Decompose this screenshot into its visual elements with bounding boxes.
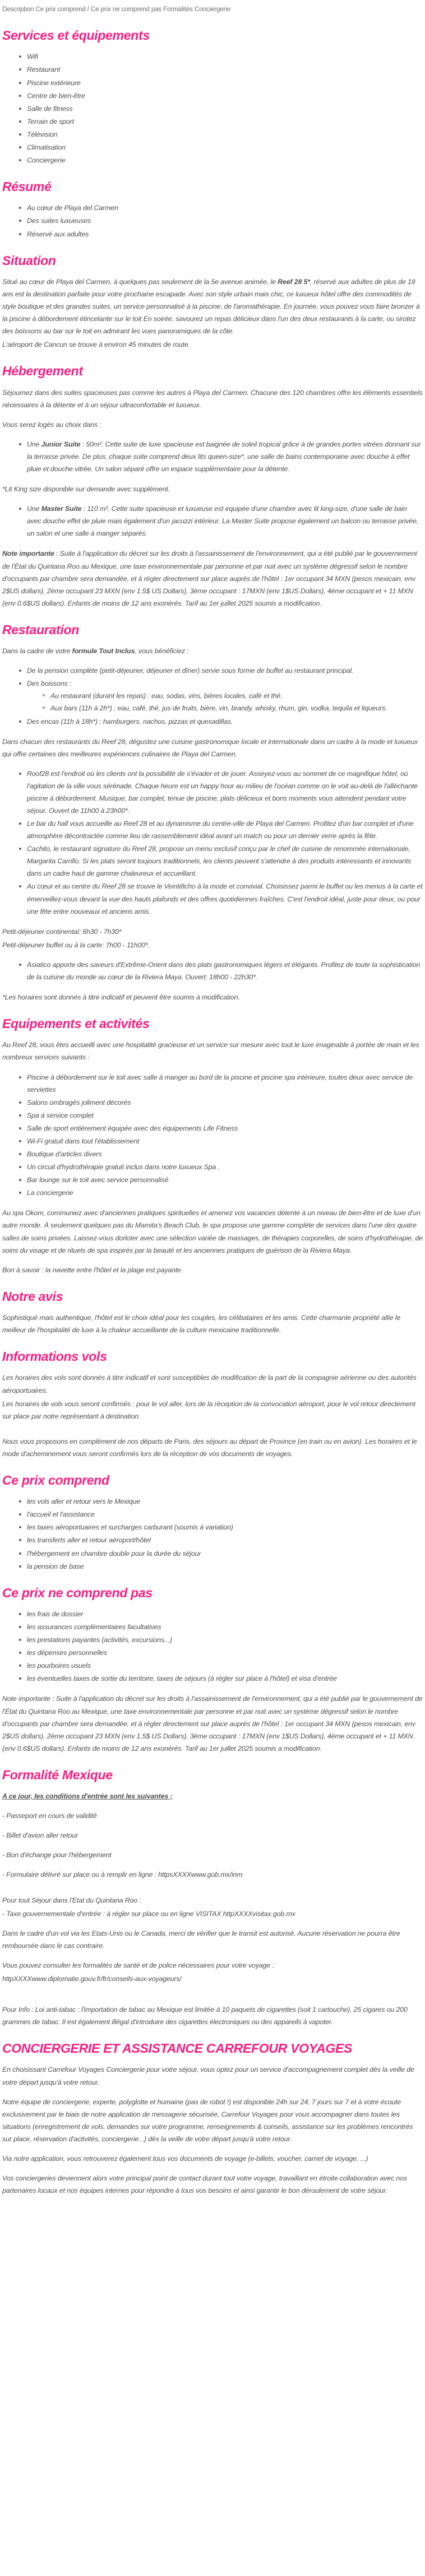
formalite-diplomatie-link[interactable]: httpXXXXwww.diplomatie.gouv.fr/fr/conseils-aux-voyageurs/	[2, 1974, 182, 1983]
list-item: Réservé aux adultes	[19, 228, 423, 240]
formalite-sante-police: Vous pouvez consulter les formalités de santé et de police nécessaires pour votre voyage :	[2, 1961, 274, 1969]
breadcrumb-tabs: Description Ce prix comprend / Ce prix ne comprend pas Formalités Conciergerie	[2, 6, 231, 13]
spacer	[2, 1430, 423, 1435]
situation-text-pre: Situé au cœur de Playa del Carmen, à quelques pas seulement de la 5e avenue animée, le	[2, 277, 278, 286]
restauration-intro	[2, 645, 423, 657]
note-body: : Suite à l'application du décret sur les droits à l'assainissement de l'environnement, qui a été publié par le gouvernement de l'État du Quintana Roo au Mexique, une taxe environnementale par personne et par nuit avec un système dégressif selon le nombre d'occupants par chambre sera demandée, et à régler directement sur place auprès de l'hôtel : 1er occupant 34 MXN (pesos mexicain, env 2$US dollars), 2ème occupant 23 MXN (env 1.5$ US Dollars), 3ème occupant : 17MXN (env 1$US Dollars), 4ème occupant et + 11 MXN (env 0.6$US dollars). Enfants de moins de 12 ans exonérés. Tarif au 1er juillet 2025 soumis a modification.	[2, 550, 417, 607]
list-item: Boutique d'articles divers	[19, 1148, 423, 1160]
formule-name: formule Tout Inclus	[72, 647, 135, 655]
formalite-tabac: Pour Info : Loi anti-tabac : l'importation de tabac au Mexique est limitée à 10 paquets de cigarettes (soit 1 cartouche), 25 cigares ou 200 grammes de tabac. Il est également illégal d'introduire des cigarettes électroniques ou des appareils à vapoter.	[2, 2006, 408, 2026]
list-item: Restaurant	[19, 63, 423, 76]
prix-ne-comprend-pas-list	[2, 1608, 423, 1685]
list-item: Des suites luxueuses	[19, 215, 423, 227]
restaurant-venues-list	[2, 768, 423, 918]
notre-avis-paragraph: Sophistiqué mais authentique, l'hôtel est le choix idéal pour les couples, les célibataires et les amis. Cette charmante propriété allie le meilleur de l'hospitalité de luxe à la chaleur accueillante de la culture mexicaine traditionnelle.	[2, 1314, 401, 1335]
list-item-master-suite	[19, 503, 423, 540]
master-suite-list	[2, 503, 423, 540]
list-item: les assurances complémentaires facultatives	[19, 1621, 423, 1633]
prix-comprend-list	[2, 1495, 423, 1572]
section-title-prix-comprend: Ce prix comprend	[2, 1472, 109, 1487]
master-suite-name: Master Suite	[41, 505, 82, 513]
situation-text-post: , réservé aux adultes de plus de 18 ans est la destination parfaite pour votre prochaine escapade. Avec son style urbain mais chic, ce luxueux hôtel offre des commodités de style boutique et des grandes suites, un service personnalisé à la piscine, de l'aromathérapie. En journée, vous pouvez vous faire bronzer à la piscine à débordement étincelante sur le toit En soirée, savourez un repas délicieux dans l'un des deux restaurants à la carte, ou sirotez des boissons au bar sur le toit en admirant les vues panoramiques de la côte.	[2, 277, 420, 336]
list-item: Centre de bien-être	[19, 90, 423, 102]
section-title-conciergerie: CONCIERGERIE ET ASSISTANCE CARREFOUR VOYAGES	[2, 2041, 353, 2056]
list-item: La conciergerie	[19, 1187, 423, 1199]
restauration-inclusions-list	[2, 664, 423, 727]
list-item-venue: Au cœur et au centre du Reef 28 se trouve le Veinti8cho à la mode et convivial. Choisissez parmi le buffet ou les menus à la carte et émerveillez-vous devant la vue des hauts plafonds et des offres quotidiennes fraîches. C'est l'endroit idéal, juste pour deux, ou pour une fête entre nouveaux et anciens amis.	[19, 880, 423, 917]
conciergerie-paragraph-2: Notre équipe de conciergerie, experte, polyglotte et humaine (pas de robot !) est disponible 24h sur 24, 7 jours sur 7 et à votre écoute exclusivement par le biais de notre application de messagerie sécurisée, Carrefour Voyages pour vous accompagner dans toutes les situations (enregistrement de vols, demandes sur votre programme, renseignements & conseils, assistance sur les problèmes rencontrés sur place, réservation d'activités, conciergerie...) dès la veille de votre départ jusqu'à votre retour.	[2, 2098, 413, 2143]
situation-paragraph	[2, 276, 423, 337]
situation-hotel-name: Reef 28 5*	[278, 277, 310, 286]
list-item: les frais de dossier	[19, 1608, 423, 1620]
conciergerie-paragraph-4: Vos conciergeries deviennent alors votre principal point de contact durant tout votre voyage, travaillant en étroite collaboration avec nos partenaires locaux et nos équipes internes pour répondre à tous vos besoins et ainsi garantir le bon déroulement de votre séjour.	[2, 2174, 407, 2195]
list-item-venue: Cachito, le restaurant signature du Reef 28, propose un menu exclusif conçu par le chef de cuisine de renommée internationale, Margarita Carrillo. Si les plats seront toujours traditionnels, les clients peuvent s'attendre à des produits intéressants et innovants dans un cadre haut de gamme chaleureux et accueillant.	[19, 843, 423, 880]
breakfast-buffet: Petit-déjeuner buffet ou à la carte: 7h00 - 11h00*.	[2, 941, 150, 949]
list-item: Des encas (11h à 18h*) : hamburgers, nachos, pizzas et quesadillas.	[19, 715, 423, 728]
list-item-venue: Le bar du hall vous accueille au Reef 28 et au dynamisme du centre-ville de Playa del Carmen. Profitez d'un bar complet et d'une atmosphère décontractée comme lieu de rassemblement idéal avant un match ou pour un dernier verre après la fête.	[19, 817, 423, 842]
list-item-junior-suite	[19, 438, 423, 475]
spa-paragraph: Au spa Okom, communiez avec d'anciennes pratiques spirituelles et amenez vos vacances détente à un niveau de bien-être et de luxe d'un autre monde. À seulement quelques pas du Mamita's Beach Club, le spa propose une gamme complète de services dans l'une des quatre salles de soins privées. Laissez-vous dorloter avec une sélection variée de massages, de thérapies corporelles, de soins d'hydrothérapie, de soins du visage et de rituels de spa inspirés par la beauté et les anciennes pratiques de guérison de la Riviera Maya.	[2, 1209, 423, 1254]
list-item-venue-asiatico: Asiatico apporte des saveurs d'Extrême-Orient dans des plats gastronomiques légers et élégants. Profitez de toute la sophistication de la cuisine du monde au cœur de la Riviera Maya. Ouvert: 18h00 - 22h30*.	[19, 959, 423, 983]
boissons-label: Des boissons :	[27, 680, 72, 688]
hebergement-choice-label: Vous serez logés au choix dans :	[2, 420, 101, 429]
formalite-visitax: - Taxe gouvernementale d'entrée : à régler sur place ou en ligne VISITAX httpXXXXvisitax.gob.mx	[2, 1909, 295, 1918]
master-post: : 110 m². Cette suite spacieuse et luxueuse est equipée d'une chambre avec lit king-size, d'une salle de bain avec douche effet de pluie mais également d'un jacuzzi intérieur. La Master Suite propose également un balcon ou terrasse privée, un salon et une salle à manger séparés.	[27, 505, 419, 538]
formalite-bon-echange: - Bon d'échange pour l'hébergement	[2, 1851, 112, 1859]
spacer	[2, 1992, 423, 2003]
formalite-conditions-heading	[2, 1790, 423, 1802]
hebergement-intro: Séjournez dans des suites spacieuses pas comme les autres à Playa del Carmen. Chacune des 120 chambres offre les éléments essentiels nécessaires à la détente et à un séjour ultraconfortable et luxueux.	[2, 388, 423, 409]
prix-ne-comprend-pas-note: Note importante : Suite à l'application du décret sur les droits à l'assainissement de l'environnement, qui a été publié par le gouvernement de l'État du Quintana Roo au Mexique, une taxe environnementale par personne et par nuit avec un système dégressif selon le nombre d'occupants par chambre sera demandée, et à régler directement sur place auprès de l'hôtel : 1er occupant 34 MXN (pesos mexicain, env 2$US dollars), 2ème occupant 23 MXN (env 1.5$ US Dollars), 3ème occupant : 17MXN (env 1$US Dollars), 4ème occupant et + 11 MXN (env 0.6$US dollars). Enfants de moins de 12 ans exonérés. Tarif au 1er juillet 2025 soumis a modification.	[2, 1695, 423, 1752]
list-item: Wifi	[19, 50, 423, 63]
list-item: De la pension complète (petit-déjeuner, déjeuner et dîner) servie sous forme de buffet au restaurant principal.	[19, 664, 423, 677]
formalite-quintana-roo: Pour tout Séjour dans l'Etat du Quintana Roo :	[2, 1896, 141, 1904]
conciergerie-paragraph-1: En choisissant Carrefour Voyages Conciergerie pour votre séjour, vous optez pour un service d'accompagnement complet dès la veille de votre départ jusqu'à votre retour.	[2, 2066, 414, 2086]
sub-list-item: Aux bars (11h à 2h*) : eau, café, thé, jus de fruits, bière, vin, brandy, whisky, rhum, gin, vodka, tequila et liqueurs.	[43, 702, 423, 714]
section-title-informations-vols: Informations vols	[2, 1349, 107, 1364]
section-title-services: Services et équipements	[2, 28, 150, 43]
vols-paragraph-2: Les horaires de vols vous seront confirmés : pour le vol aller, lors de la réception de la convocation aéroport, pour le vol retour directement sur place par notre représentant à destination.	[2, 1399, 415, 1420]
section-title-resume: Résumé	[2, 179, 52, 194]
hebergement-king-footnote: *Lit King size disponible sur demande avec supplément.	[2, 485, 170, 494]
asiatico-list	[2, 959, 423, 983]
services-list	[2, 50, 423, 166]
restauration-intro-post: , vous bénéficiez :	[135, 647, 189, 655]
list-item: Salle de fitness	[19, 103, 423, 115]
section-title-formalite: Formalité Mexique	[2, 1767, 113, 1782]
restauration-restaurants-paragraph: Dans chacun des restaurants du Reef 28, dégustez une cuisine gastronomique locale et internationale dans un cadre à la mode et luxueux qui offre certaines des meilleures expériences culinaires de Playa del Carmen.	[2, 737, 418, 758]
list-item: l'hébergement en chambre double pour la durée du séjour	[19, 1547, 423, 1560]
list-item: l'accueil et l'assistance	[19, 1508, 423, 1521]
list-item: les vols aller et retour vers le Mexique	[19, 1495, 423, 1508]
formalite-formulaire: - Formulaire délivré sur place ou à remplir en ligne : httpsXXXXwww.gob.mx/inm	[2, 1871, 243, 1879]
spacer	[2, 1889, 423, 1894]
restauration-hours-footnote: *Les horaires sont donnés à titre indicatif et peuvent être soumis à modification.	[2, 993, 240, 1002]
list-item: les pourboires usuels	[19, 1659, 423, 1672]
list-item: Salons ombragés joliment décorés	[19, 1096, 423, 1109]
list-item: Conciergerie	[19, 154, 423, 166]
list-item: Terrain de sport	[19, 115, 423, 128]
good-to-know: Bon à savoir : la navette entre l'hôtel et la plage est payante.	[2, 1266, 183, 1274]
equipements-list	[2, 1071, 423, 1199]
list-item: les transferts aller et retour aéroport/hôtel	[19, 1534, 423, 1546]
formalite-billet: - Billet d'avion aller retour	[2, 1831, 78, 1840]
list-item: la pension de base	[19, 1560, 423, 1573]
section-title-situation: Situation	[2, 253, 56, 268]
situation-airport: L'aéroport de Cancun se trouve à environ 45 minutes de route.	[2, 341, 190, 349]
breakfast-continental: Petit-déjeuner continental: 6h30 - 7h30*	[2, 927, 122, 936]
section-title-restauration: Restauration	[2, 622, 79, 637]
list-item: Wi-Fi gratuit dans tout l'établissement	[19, 1135, 423, 1147]
master-pre: Une	[27, 505, 41, 513]
sub-list-item: Au restaurant (durant les repas) : eau, sodas, vins, bières locales, café et thé.	[43, 690, 423, 702]
hebergement-note	[2, 547, 423, 609]
equipements-intro: Au Reef 28, vous êtes accueilli avec une hospitalité gracieuse et un service sur mesure avec tout le luxe imaginable à portée de main et les nombreux services suivants :	[2, 1041, 419, 1062]
junior-post: : 50m². Cette suite de luxe spacieuse est baignée de soleil tropical grâce à de grandes portes vitrées donnant sur la terrasse privée. De plus, chaque suite comprend deux lits queen-size*, une salle de bains contemporaine avec douche à effet pluie et douche vitrée. Un salon séparé offre un espace supplémentaire pour la détente.	[27, 440, 421, 473]
section-title-hebergement: Hébergement	[2, 364, 83, 379]
list-item: Bar lounge sur le toit avec service personnalisé	[19, 1174, 423, 1186]
list-item: Un circuit d'hydrothérapie gratuit inclus dans notre luxueux Spa .	[19, 1161, 423, 1173]
junior-pre: Une	[27, 440, 41, 448]
list-item: les taxes aéroportuaires et surcharges carburant (soumis à variation)	[19, 1521, 423, 1533]
list-item: Piscine extérieure	[19, 77, 423, 89]
vols-paragraph-1: Les horaires des vols sont donnés à titre indicatif et sont susceptibles de modification de la part de la compagnie aérienne ou des autorités aéroportuaires.	[2, 1374, 417, 1394]
section-title-equipements: Equipements et activités	[2, 1016, 150, 1031]
list-item: les prestations payantes (activités, excursions...)	[19, 1634, 423, 1646]
junior-suite-list	[2, 438, 423, 475]
resume-list	[2, 202, 423, 240]
boissons-sublist	[27, 690, 423, 714]
section-title-prix-ne-comprend-pas: Ce prix ne comprend pas	[2, 1585, 153, 1600]
note-label: Note importante	[2, 550, 54, 558]
list-item: les dépenses personnelles	[19, 1647, 423, 1659]
conditions-heading-text: A ce jour, les conditions d'entrée sont les suivantes ;	[2, 1792, 173, 1801]
list-item: Piscine à débordement sur le toit avec salle à manger au bord de la piscine et piscine spa intérieure, toutes deux avec service de serviettes	[19, 1071, 423, 1096]
junior-suite-name: Junior Suite	[41, 440, 81, 448]
list-item: Télévision	[19, 128, 423, 141]
section-title-notre-avis: Notre avis	[2, 1289, 63, 1304]
list-item: Au cœur de Playa del Carmen	[19, 202, 423, 214]
list-item-boissons	[19, 677, 423, 714]
list-item-venue: Roof28 est l'endroit où les clients ont la possibilité de s'évader et de jouer. Asseyez-vous au sommet de ce magnifique hôtel, où l'agitation de la ville vous sérénade. Chaque heure est un happy hour au milieu de l'océan comme on le voit au-delà de l'alléchante piscine à débordement. Musique, bar complet, tenue de piscine, plats délicieux et bons moments vous attendent pendant votre séjour. Ouvert de 11h00 à 23h00*.	[19, 768, 423, 817]
list-item: les éventuelles taxes de sortie du territoire, taxes de séjours (à régler sur place à l'hôtel) et visa d'entrée	[19, 1672, 423, 1685]
list-item: Spa à service complet	[19, 1109, 423, 1122]
list-item: Climatisation	[19, 141, 423, 154]
restauration-intro-pre: Dans la cadre de votre	[2, 647, 72, 655]
formalite-transit: Dans le cadre d'un vol via les Etats-Unis ou le Canada, merci de vérifier que le transit est autorisé. Aucune réservation ne pourra être remboursée dans le cas contraire.	[2, 1929, 400, 1950]
conciergerie-paragraph-3: Via notre application, vous retrouverez également tous vos documents de voyage (e-billets, voucher, carnet de voyage, ...)	[2, 2154, 368, 2163]
formalite-passeport: - Passeport en cours de validité	[2, 1812, 97, 1820]
vols-paragraph-3: Nous vous proposons en complément de nos départs de Paris, des séjours au départ de Province (en train ou en avion). Les horaires et le mode d'acheminement vous seront confirmés lors de la réception de vos documents de voyages.	[2, 1437, 417, 1458]
list-item: Salle de sport entièrement équipée avec des équipements Life Fitness	[19, 1122, 423, 1134]
